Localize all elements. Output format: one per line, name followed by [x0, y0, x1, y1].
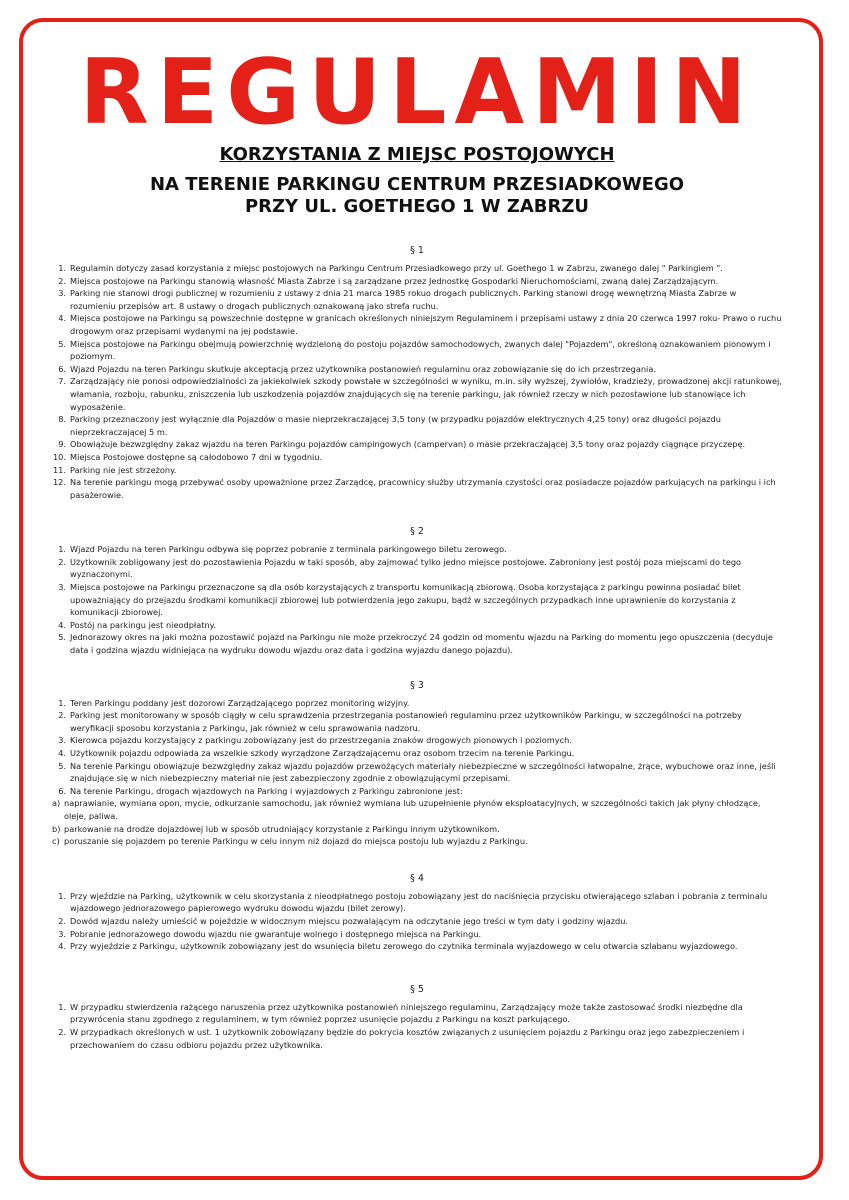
item-text: Wjazd Pojazdu na teren Parkingu odbywa się poprzez pobranie z terminala parkingowego biletu zerowego. — [70, 544, 507, 555]
lettered-item — [52, 823, 782, 836]
item-text: Parking nie stanowi drogi publicznej w rozumieniu z ustawy z dnia 21 marca 1985 rokuo drogach publicznych. Parking stanowi drogę wewnętrzną Miasta Zabrze w rozumieniu przepisów art. 8 ustawy o drogach publicznych oznakowaną jako strefa ruchu. — [70, 288, 737, 311]
list-item — [52, 287, 782, 312]
item-text: Zarządzający nie ponosi odpowiedzialności za jakiekolwiek szkody powstałe w szczególności w wyniku, m.in. siły wyższej, żywiołów, kradzieży, prowadzonej akcji ratunkowej, włamania, rozboju, rabunku, zniszczenia lub uszkodzenia pojazdów znajdujących się na terenie parkingu, jak również rzeczy w nich pozostawione lub stanowiące ich wyposażenie. — [70, 376, 782, 412]
item-text: Użytkownik zobligowany jest do pozostawienia Pojazdu w taki sposób, aby zajmować tylko jedno miejsce postojowe. Zabroniony jest postój poza miejscami do tego wyznaczonymi. — [70, 556, 742, 580]
item-number: 5. — [58, 338, 66, 349]
item-text: Miejsca postojowe na Parkingu są powszechnie dostępne w granicach określonych niniejszym Regulaminem i przepisami ustawy z dnia 20 czerwca 1997 roku- Prawo o ruchu drogowym oraz przepisami wydanymi na jej podstawie. — [70, 313, 782, 336]
list-item — [52, 785, 782, 798]
list-item — [52, 1026, 782, 1051]
subtitle-line-1: KORZYSTANIA Z MIEJSC POSTOJOWYCH — [219, 144, 615, 165]
list-item — [52, 890, 782, 915]
list-item — [52, 464, 782, 477]
item-number: 6. — [58, 785, 66, 796]
section-items — [52, 1001, 782, 1051]
section-5 — [52, 983, 782, 1051]
item-text: Miejsca postojowe na Parkingu obejmują powierzchnię wydzieloną do postoju pojazdów samochodowych, zwanych dalej "Pojazdem", określoną oznakowaniem pionowym i poziomym. — [70, 338, 771, 362]
item-letter: a) — [52, 798, 61, 809]
item-number: 2. — [58, 915, 66, 926]
item-number: 2. — [58, 1026, 66, 1037]
item-text: Miejsca postojowe na Parkingu przeznaczone są dla osób korzystających z transportu komunikacją zbiorową. Osoba korzystająca z parkingu powinna posiadać bilet upoważniający do przejazdu środkami komunikacji zbiorowej lub potwierdzenia jego zakupu, bądź w szczególnych przypadkach inne uprawnienie do korzystania z komunikacji zbiorowej. — [70, 582, 741, 618]
item-text: Obowiązuje bezwzględny zakaz wjazdu na teren Parkingu pojazdów campingowych (campervan) o masie przekraczającej 3,5 tony oraz pojazdy ciągnące przyczepę. — [70, 439, 746, 450]
list-item — [52, 581, 782, 619]
item-text: Kierowca pojazdu korzystający z parkingu zobowiązany jest do przestrzegania znaków drogowych pionowych i poziomych. — [70, 735, 572, 746]
item-number: 1. — [58, 263, 66, 273]
list-item — [52, 915, 782, 928]
item-text: Jednorazowy okres na jaki można pozostawić pojazd na Parkingu nie może przekroczyć 24 godzin od momentu wjazdu na Parking do momentu jego opuszczenia (decyduje data i godzina wjazdu widniejąca na wydruku dowodu wjazdu oraz data i godzina wyjazdu danego pojazdu). — [70, 632, 773, 656]
item-text: W przypadku stwierdzenia rażącego naruszenia przez użytkownika postanowień niniejszego regulaminu, Zarządzający może także zastosować środki niezbędne dla przywrócenia stanu zgodnego z regulaminem, w tym również poprzez usunięcie pojazdu z Parkingu na koszt parkującego. — [70, 1001, 743, 1025]
list-item — [52, 312, 782, 337]
item-text: Pobranie jednorazowego dowodu wjazdu nie gwarantuje wolnego i dostępnego miejsca na Parkingu. — [70, 928, 482, 939]
section-title: § 2 — [410, 526, 424, 538]
list-item — [52, 556, 782, 581]
item-number: 5. — [58, 632, 66, 643]
item-text: Na terenie Parkingu, drogach wjazdowych na Parking i wyjazdowych z Parkingu zabronione jest: — [70, 785, 463, 796]
item-number: 6. — [58, 363, 66, 374]
item-text: W przypadkach określonych w ust. 1 użytkownik zobowiązany będzie do pokrycia kosztów związanych z usunięciem pojazdu z Parkingu oraz jego zabezpieczeniem i przechowaniem do czasu odbioru pojazdu przez użytkownika. — [70, 1026, 745, 1050]
section-2 — [52, 525, 782, 656]
item-number: 12. — [52, 477, 66, 488]
list-item — [52, 451, 782, 464]
item-number: 2. — [58, 275, 66, 286]
list-item — [52, 619, 782, 632]
section-items — [52, 890, 782, 953]
section-title: § 4 — [410, 872, 424, 884]
list-item — [52, 631, 782, 656]
item-text: Na terenie parkingu mogą przebywać osoby upoważnione przez Zarządcę, pracownicy służby utrzymania czystości oraz posiadacze pojazdów parkujących na parkingu i ich pasażerowie. — [70, 477, 776, 500]
item-number: 1. — [58, 697, 66, 708]
item-number: 3. — [58, 288, 66, 299]
list-item — [52, 413, 782, 438]
lettered-item — [52, 797, 782, 822]
section-items — [52, 543, 782, 656]
list-item — [52, 928, 782, 941]
section-3 — [52, 679, 782, 848]
item-number: 2. — [58, 710, 66, 721]
item-text: Parking przeznaczony jest wyłącznie dla Pojazdów o masie nieprzekraczającej 3,5 tony (w przypadku pojazdów elektrycznych 4,25 tony) oraz długości pojazdu nieprzekraczającej 5 m. — [70, 414, 721, 437]
item-text: Miejsca postojowe na Parkingu stanowią własność Miasta Zabrze i są zarządzane przez Jednostkę Gospodarki Nieruchomościami, zwaną dalej Zarządzającym. — [70, 275, 719, 286]
main-title: REGULAMIN — [79, 40, 755, 145]
list-item — [52, 543, 782, 556]
item-text: poruszanie się pojazdem po terenie Parkingu w celu innym niż dojazd do miejsca postoju lub wyjazdu z Parkingu. — [64, 836, 528, 847]
item-number: 1. — [58, 544, 66, 555]
item-letter: b) — [52, 823, 61, 834]
item-number: 3. — [58, 735, 66, 746]
item-number: 3. — [58, 928, 66, 939]
subtitle-line-3: PRZY UL. GOETHEGO 1 W ZABRZU — [244, 196, 590, 217]
item-number: 4. — [58, 619, 66, 630]
item-text: Regulamin dotyczy zasad korzystania z miejsc postojowych na Parkingu Centrum Przesiadkowego przy ul. Goethego 1 w Zabrzu, zwanego dalej " Parkingiem ". — [70, 263, 723, 273]
list-item — [52, 275, 782, 288]
item-number: 8. — [58, 414, 66, 425]
item-text: Wjazd Pojazdu na teren Parkingu skutkuje akceptacją przez użytkownika postanowień regulaminu oraz zobowiązanie się do ich przestrzegania. — [70, 363, 656, 374]
list-item — [52, 476, 782, 501]
section-items — [52, 262, 782, 501]
list-item — [52, 734, 782, 747]
item-number: 9. — [58, 439, 66, 450]
item-letter: c) — [52, 836, 60, 847]
item-text: Parking jest monitorowany w sposób ciągły w celu sprawdzenia przestrzegania postanowień regulaminu przez użytkowników Parkingu, w szczególności na potrzeby weryfikacji sposobu korzystania z Parkingu, jak również w celu sprawowania nadzoru. — [70, 710, 742, 733]
item-number: 11. — [52, 464, 66, 475]
list-item — [52, 262, 782, 275]
list-item — [52, 940, 782, 953]
document-body — [52, 40, 782, 1051]
item-number: 4. — [58, 748, 66, 758]
item-text: Na terenie Parkingu obowiązuje bezwzględny zakaz wjazdu pojazdów przewożących materiały niebezpieczne w szczególności łatwopalne, żrące, wybuchowe oraz inne, jeśli znajdujące się w nich niebezpieczny materiał nie jest zabezpieczony zgodnie z obowiązującymi przepisami. — [70, 760, 776, 784]
item-text: Teren Parkingu poddany jest dozorowi Zarządzającego poprzez monitoring wizyjny. — [70, 697, 410, 708]
list-item — [52, 697, 782, 710]
item-number: 10. — [52, 451, 66, 462]
list-item — [52, 747, 782, 760]
list-item — [52, 375, 782, 413]
item-number: 4. — [58, 941, 66, 952]
section-1 — [52, 244, 782, 501]
lettered-item — [52, 835, 782, 848]
section-title: § 3 — [410, 679, 424, 691]
section-title: § 5 — [410, 983, 424, 995]
item-number: 7. — [58, 376, 66, 387]
item-text: Postój na parkingu jest nieodpłatny. — [70, 619, 216, 630]
item-number: 1. — [58, 1001, 66, 1012]
subtitle-line-2: NA TERENIE PARKINGU CENTRUM PRZESIADKOWEGO — [149, 174, 685, 195]
list-item — [52, 760, 782, 785]
item-number: 5. — [58, 760, 66, 771]
item-text: parkowanie na drodze dojazdowej lub w sposób utrudniający korzystanie z Parkingu innym użytkownikom. — [64, 823, 500, 834]
list-item — [52, 363, 782, 376]
item-text: Miejsca Postojowe dostępne są całodobowo 7 dni w tygodniu. — [70, 451, 323, 462]
item-number: 1. — [58, 890, 66, 901]
section-items — [52, 697, 782, 798]
section-title: § 1 — [410, 245, 424, 256]
item-text: Dowód wjazdu należy umieścić w pojeździe w widocznym miejscu pozwalającym na odczytanie jego treści w tym daty i godziny wjazdu. — [70, 915, 629, 926]
item-number: 4. — [58, 313, 66, 324]
item-text: Użytkownik pojazdu odpowiada za wszelkie szkody wyrządzone Zarządzającemu oraz osobom trzecim na terenie Parkingu. — [70, 748, 575, 758]
list-item — [52, 1001, 782, 1026]
item-text: Przy wyjeździe z Parkingu, użytkownik zobowiązany jest do wsunięcia biletu zerowego do czytnika terminala wyjazdowego w celu otwarcia szlabanu wyjazdowego. — [70, 941, 738, 952]
item-text: Przy wjeździe na Parking, użytkownik w celu skorzystania z nieodpłatnego postoju zobowiązany jest do naciśnięcia przycisku otwierającego szlaban i pobrania z terminalu wjazdowego jednorazowego papierowego wydruku dowodu wjazdu (bilet zerowy). — [70, 890, 768, 914]
section-4 — [52, 872, 782, 953]
sections-container — [52, 244, 782, 1051]
list-item — [52, 709, 782, 734]
list-item — [52, 438, 782, 451]
item-number: 2. — [58, 556, 66, 567]
item-number: 3. — [58, 582, 66, 593]
item-text: naprawianie, wymiana opon, mycie, odkurzanie samochodu, jak również wymiana lub uzupełnienie płynów eksploatacyjnych, w szczególności takich jak płyny chłodzące, oleje, paliwa. — [64, 798, 761, 821]
list-item — [52, 338, 782, 363]
item-text: Parking nie jest strzeżony. — [70, 464, 177, 475]
